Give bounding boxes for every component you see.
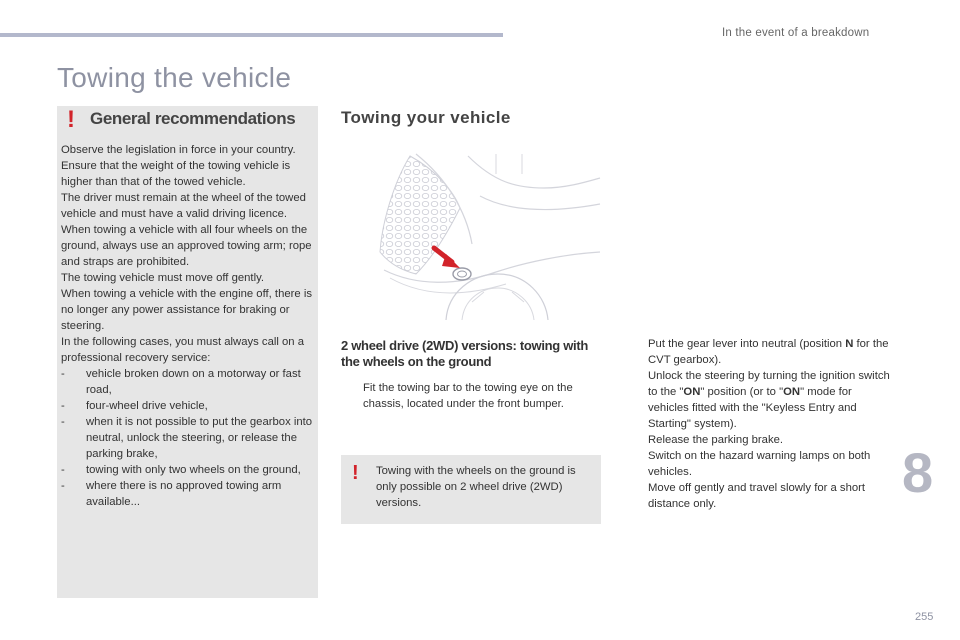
list-item-text: " position (or to "	[700, 386, 784, 398]
recovery-cases-list	[61, 366, 316, 510]
list-item-text: for the CVT gearbox).	[648, 338, 889, 366]
paragraph: Observe the legislation in force in your country.	[61, 144, 296, 156]
paragraph: Ensure that the weight of the towing vehicle is higher than that of the towed vehicle.	[61, 160, 291, 188]
list-item-text: Switch on the hazard warning lamps on both vehicles.	[648, 450, 871, 478]
list-item-text: " mode for vehicles fitted with the "Keyless Entry and Starting" system).	[648, 386, 857, 430]
towing-warning-note	[341, 455, 601, 524]
list-item	[61, 462, 316, 478]
paragraph: When towing a vehicle with the engine off, there is no longer any power assistance for braking or steering.	[61, 288, 312, 332]
dash-bullet: -	[61, 480, 65, 492]
warning-exclamation-icon: !	[352, 462, 359, 484]
dash-bullet: -	[61, 464, 65, 476]
towing-steps-right	[622, 336, 890, 512]
list-item	[622, 432, 890, 448]
warning-exclamation-icon: !	[67, 106, 75, 133]
list-item-text: Move off gently and travel slowly for a short distance only.	[648, 482, 866, 510]
ignition-mode-label: ON	[783, 386, 801, 398]
list-item-text: towing with only two wheels on the ground,	[86, 464, 301, 476]
list-item	[61, 414, 316, 462]
list-item-text: vehicle broken down on a motorway or fast road,	[86, 368, 301, 396]
dash-bullet: -	[61, 368, 65, 380]
list-item	[61, 398, 316, 414]
header-accent-bar	[0, 33, 503, 37]
ignition-position-label: ON	[683, 386, 701, 398]
list-item	[622, 448, 890, 480]
list-item-text: when it is not possible to put the gearbox into neutral, unlock the steering, or release the parking brake,	[86, 416, 313, 460]
general-recommendations-header	[57, 106, 318, 134]
dash-bullet: -	[61, 416, 65, 428]
list-item	[61, 478, 316, 510]
towing-your-vehicle-title: Towing your vehicle	[341, 108, 511, 127]
paragraph: When towing a vehicle with all four wheels on the ground, always use an approved towing arm; rope and straps are prohibited.	[61, 224, 312, 268]
paragraph: The towing vehicle must move off gently.	[61, 272, 265, 284]
general-recommendations-title: General recommendations	[90, 109, 296, 128]
general-recommendations-box	[57, 106, 318, 598]
list-item	[337, 380, 601, 412]
warning-note-text: Towing with the wheels on the ground is only possible on 2 wheel drive (2WD) versions.	[376, 465, 576, 509]
list-item	[622, 480, 890, 512]
page-title: Towing the vehicle	[57, 62, 292, 93]
list-item-text: where there is no approved towing arm available...	[86, 480, 282, 508]
paragraph: The driver must remain at the wheel of the towed vehicle and must have a valid driving licence.	[61, 192, 306, 220]
front-bumper-towing-eye-illustration	[376, 152, 602, 324]
list-item-text: Put the gear lever into neutral (position	[648, 338, 846, 350]
towing-2wd-subtitle: 2 wheel drive (2WD) versions: towing with the wheels on the ground	[341, 338, 589, 369]
list-item	[622, 368, 890, 432]
page-number: 255	[915, 611, 934, 623]
list-item-text: Release the parking brake.	[648, 434, 784, 446]
list-item	[61, 366, 316, 398]
list-item	[622, 336, 890, 368]
dash-bullet: -	[61, 400, 65, 412]
chapter-number: 8	[902, 441, 934, 504]
gear-position-label: N	[845, 338, 854, 350]
towing-steps-left	[337, 380, 601, 412]
list-item-text: Fit the towing bar to the towing eye on the chassis, located under the front bumper.	[363, 382, 573, 410]
section-header: In the event of a breakdown	[722, 27, 870, 39]
list-item-text: Unlock the steering by turning the ignition switch to the "	[648, 370, 890, 398]
paragraph: In the following cases, you must always call on a professional recovery service:	[61, 336, 305, 364]
list-item-text: four-wheel drive vehicle,	[86, 400, 208, 412]
general-recommendations-body	[61, 142, 316, 510]
